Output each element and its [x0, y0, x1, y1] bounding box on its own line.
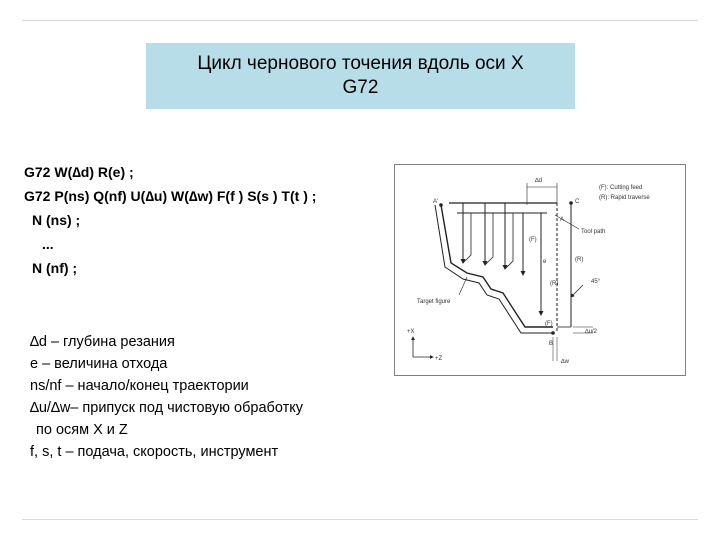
- retract-steps: [485, 213, 493, 265]
- label-r1: (R): [575, 257, 584, 263]
- legend-rapid-traverse: (R): Rapid traverse: [599, 195, 650, 201]
- label-tool-path: Tool path: [581, 229, 606, 235]
- bottom-divider: [22, 519, 698, 520]
- label-e: e: [543, 259, 547, 265]
- target-figure-outline: [441, 205, 553, 327]
- desc-line: ∆d – глубина резания: [30, 334, 175, 350]
- gcode-block: [24, 160, 316, 280]
- code-line: N (nf) ;: [32, 260, 78, 276]
- label-a-prime: A': [433, 199, 439, 205]
- retract-steps: [463, 213, 471, 263]
- label-r2: (R): [550, 281, 559, 287]
- label-f2: (F): [545, 321, 553, 327]
- retract-steps: [505, 213, 513, 269]
- label-a: A: [560, 217, 565, 223]
- code-line: G72 W(∆d) R(e) ;: [24, 164, 134, 180]
- legend-cutting-feed: (F): Cutting feed: [599, 185, 643, 191]
- label-axis-z: +Z: [435, 356, 443, 362]
- desc-line: по осям X и Z: [36, 422, 128, 438]
- diagram-svg: [395, 165, 687, 377]
- label-c: C: [575, 199, 580, 205]
- code-line: ...: [42, 236, 54, 252]
- top-divider: [22, 20, 698, 21]
- point-b: [551, 331, 555, 335]
- desc-line: ns/nf – начало/конец траектории: [30, 378, 249, 394]
- desc-line: f, s, t – подача, скорость, инструмент: [30, 444, 279, 460]
- label-axis-x: +X: [407, 329, 415, 335]
- code-line: G72 P(ns) Q(nf) U(∆u) W(∆w) F(f ) S(s ) T(t ) ;: [24, 188, 317, 204]
- label-target-figure: Target figure: [417, 299, 451, 305]
- tool-path-leader: [555, 215, 579, 229]
- label-delta-d: ∆d: [535, 178, 543, 184]
- point-a-prime: [439, 203, 443, 207]
- retract-45-arrow: [571, 285, 583, 297]
- g72-cycle-diagram: [394, 164, 686, 376]
- target-figure-leader: [459, 277, 467, 295]
- point-c: [569, 201, 573, 205]
- desc-line: е – величина отхода: [30, 356, 168, 372]
- label-45: 45°: [591, 279, 601, 285]
- code-line: N (ns) ;: [32, 212, 81, 228]
- slide-title: [146, 43, 575, 109]
- title-line-1: Цикл чернового точения вдоль оси X: [197, 53, 524, 74]
- desc-line: ∆u/∆w– припуск под чистовую обработку: [30, 400, 303, 416]
- finish-allowance-outline: [435, 205, 553, 333]
- label-dw: ∆w: [561, 359, 570, 365]
- label-f: (F): [529, 237, 537, 243]
- title-line-2: G72: [342, 77, 379, 98]
- label-b: B: [549, 341, 554, 347]
- label-du2: ∆u/2: [585, 329, 598, 335]
- parameter-description: [30, 331, 303, 463]
